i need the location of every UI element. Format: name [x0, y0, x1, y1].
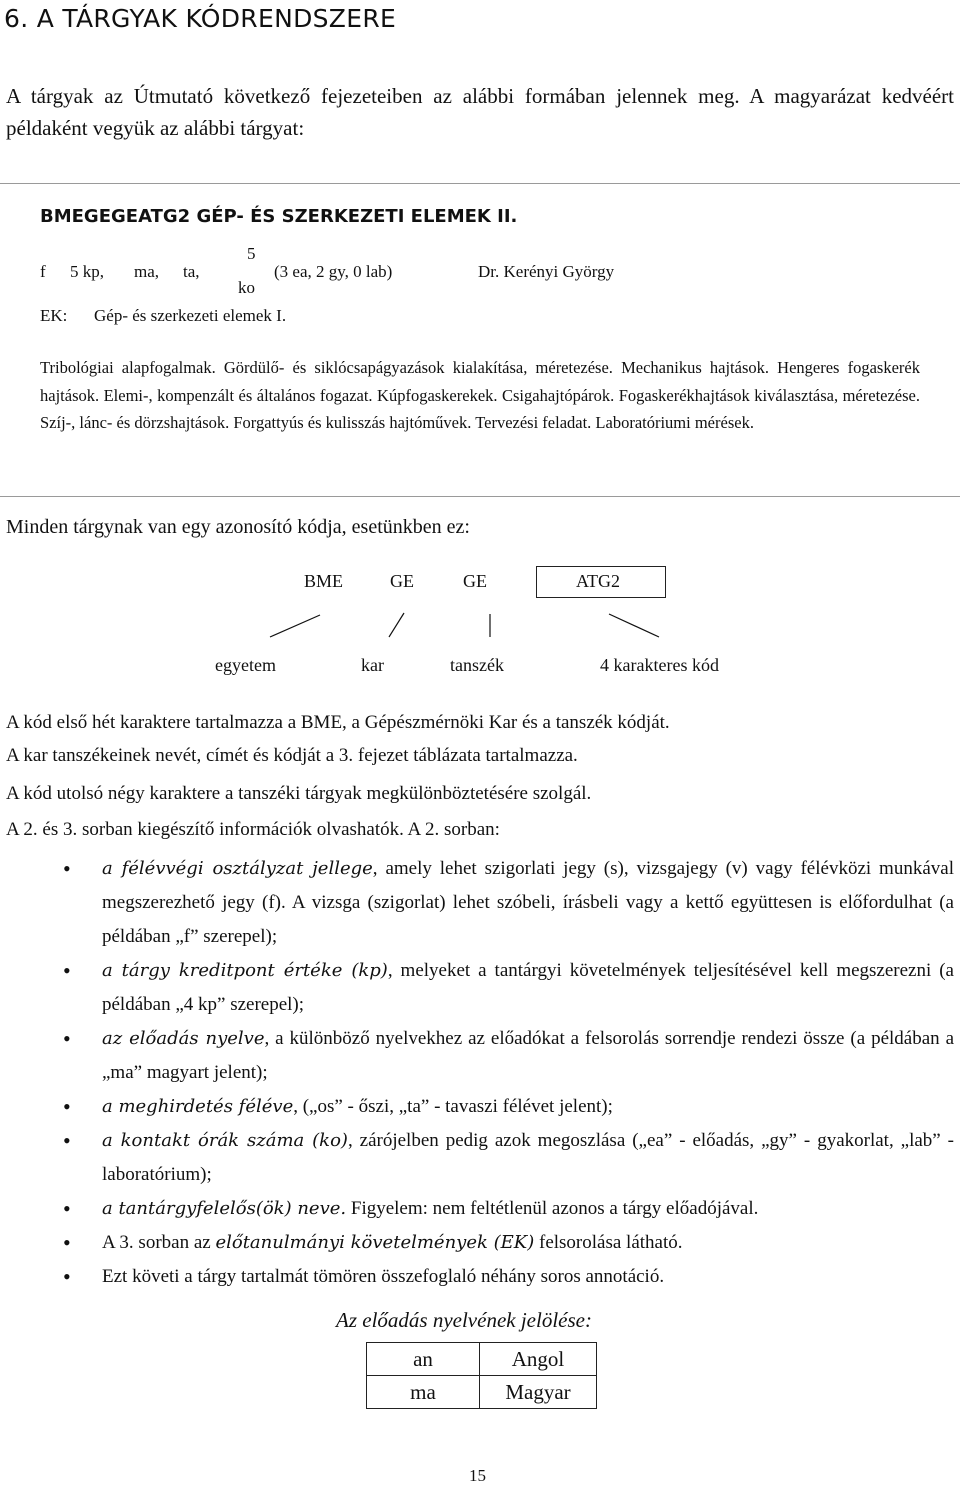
page-heading: 6. A TÁRGYAK KÓDRENDSZERE — [4, 4, 397, 33]
list-item — [0, 1090, 960, 1124]
explanation: felsorolása látható. — [534, 1232, 683, 1253]
course-title: BMEGEGEATG2 GÉP- ÉS SZERKEZETI ELEMEK II. — [40, 206, 518, 227]
list-item — [0, 954, 960, 1022]
table-row — [367, 1343, 597, 1376]
explanation: , zárójelben pedig azok megoszlása („ea” - előadás, „gy” - gyakorlat, „lab” - laboratórium); — [102, 1130, 954, 1185]
table-cell-code: ma — [367, 1376, 480, 1409]
explanation: , amely lehet szigorlati jegy (s), vizsgajegy (v) vagy félévközi munkával megszerezhető jegy (f). A vizsga (szigorlat) lehet szóbeli, írásbeli vagy a kettő együttesen is előfordulhat (a példában „f” szerepel); — [102, 858, 954, 947]
code-part-faculty: GE — [390, 571, 414, 591]
list-item — [0, 1022, 960, 1090]
page-number: 15 — [469, 1466, 486, 1485]
course-semester: ta, — [183, 262, 200, 281]
code-label-faculty: kar — [361, 655, 384, 675]
code-label-subject: 4 karakteres kód — [600, 655, 719, 675]
paragraph: A kar tanszékeinek nevét, címét és kódját a 3. fejezet táblázata tartalmazza. — [6, 745, 578, 766]
language-table — [366, 1342, 597, 1409]
table-row — [367, 1376, 597, 1409]
paragraph: A kód utolsó négy karaktere a tanszéki tárgyak megkülönböztetésére szolgál. — [6, 783, 592, 804]
course-language: ma, — [134, 262, 160, 281]
code-connector-lines — [0, 600, 960, 650]
term: a kontakt órák száma (ko) — [102, 1130, 348, 1151]
connector-line-subject — [609, 614, 659, 637]
code-part-university: BME — [304, 571, 344, 591]
intro-paragraph: A tárgyak az Útmutató következő fejezeteiben az alábbi formában jelennek meg. A magyarázat kedvéért példaként vegyük az alábbi tárgyat: — [6, 84, 954, 140]
paragraph: A kód első hét karaktere tartalmazza a BME, a Gépészmérnöki Kar és a tanszék kódját. — [6, 712, 670, 733]
term: a félévvégi osztályzat jellege — [102, 858, 373, 879]
table-cell-language: Magyar — [480, 1376, 597, 1409]
explanation: , („os” - őszi, „ta” - tavaszi félévet jelent); — [293, 1096, 613, 1117]
connector-line-university — [270, 615, 320, 637]
term: előtanulmányi követelmények (EK) — [215, 1232, 535, 1253]
prereq-label: EK: — [40, 306, 68, 325]
top-divider — [0, 183, 960, 184]
code-part-subject: ATG2 — [576, 571, 620, 591]
code-intro: Minden tárgynak van egy azonosító kódja, esetünkben ez: — [6, 516, 470, 538]
connector-line-faculty — [389, 613, 404, 637]
list-item — [0, 1192, 960, 1226]
term: az előadás nyelve — [102, 1028, 265, 1049]
list-item — [0, 1260, 960, 1294]
explanation: , melyeket a tantárgyi követelmények teljesítésével kell megszerezni (a példában „4 kp” szerepel); — [102, 960, 954, 1015]
course-lecturer: Dr. Kerényi György — [478, 262, 615, 281]
table-caption: Az előadás nyelvének jelölése: — [336, 1308, 592, 1332]
explanation: Figyelem: nem feltétlenül azonos a tárgy előadójával. — [346, 1198, 759, 1219]
table-cell-language: Angol — [480, 1343, 597, 1376]
paragraph: A 2. és 3. sorban kiegészítő információk olvashatók. A 2. sorban: — [6, 819, 500, 840]
list-item — [0, 1124, 960, 1192]
course-description: Tribológiai alapfogalmak. Gördülő- és siklócsapágyazások kialakítása, méretezése. Mechanikus hajtások. Hengeres fogaskerék hajtások. Elemi-, kompenzált és általános fogazat. Kúpfogaskerekek. Csigahajtópárok. Fogaskerékhajtások kiválasztása, méretezése. Szíj-, lánc- és dörzshajtások. Forgattyús és kulisszás hajtóművek. Tervezési feladat. Laboratóriumi mérések. — [40, 358, 920, 432]
code-part-department: GE — [463, 571, 487, 591]
prereq-value: Gép- és szerkezeti elemek I. — [94, 306, 287, 325]
course-hours-label: ko — [238, 278, 255, 297]
course-hours: 5 — [247, 244, 256, 263]
prefix: A 3. sorban az — [102, 1232, 216, 1253]
code-label-university: egyetem — [215, 655, 276, 675]
bottom-divider — [0, 496, 960, 497]
explanation: Ezt követi a tárgy tartalmát tömören összefoglaló néhány soros annotáció. — [102, 1266, 665, 1287]
course-credits: 5 kp, — [70, 262, 104, 281]
list-item — [0, 1226, 960, 1260]
code-label-department: tanszék — [450, 655, 504, 675]
info-list — [0, 852, 960, 1294]
term: a tantárgyfelelős(ök) neve. — [102, 1198, 347, 1219]
term: a meghirdetés féléve — [102, 1096, 294, 1117]
table-cell-code: an — [367, 1343, 480, 1376]
list-item — [0, 852, 960, 954]
course-grade: f — [40, 262, 46, 281]
term: a tárgy kreditpont értéke (kp) — [102, 960, 388, 981]
explanation: , a különböző nyelvekhez az előadókat a felsorolás sorrendje rendezi össze (a példában a „ma” magyart jelent); — [102, 1028, 955, 1083]
course-hours-breakdown: (3 ea, 2 gy, 0 lab) — [274, 262, 393, 281]
